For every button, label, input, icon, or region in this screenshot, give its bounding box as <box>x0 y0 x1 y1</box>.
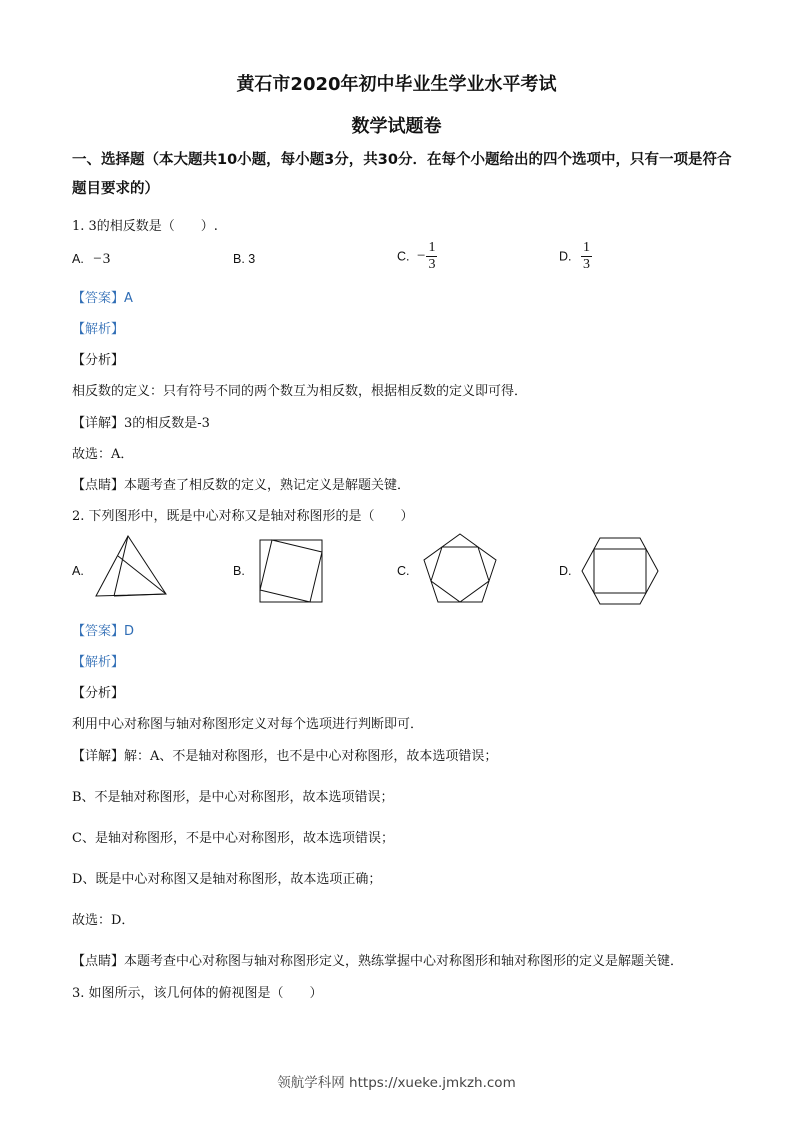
q1-option-a-label: A. <box>72 252 84 266</box>
page-subtitle: 数学试题卷 <box>351 116 442 137</box>
q1-option-a <box>72 251 110 268</box>
q2-fenxi-tag: 【分析】 <box>72 686 125 701</box>
q1-option-c <box>397 240 437 273</box>
q2-detail: 【详解】解：A、不是轴对称图形，也不是中心对称图形，故本选项错误； <box>72 749 498 764</box>
q2-answer: 【答案】D <box>72 624 135 639</box>
q2-analysis-tag: 【解析】 <box>72 655 125 670</box>
q1-option-c-sign: − <box>416 248 426 264</box>
q1-option-a-sign: − <box>93 251 102 268</box>
q2-figure-b-square <box>258 538 324 604</box>
section-heading: 一、选择题（本大题共10小题，每小题3分，共30分．在每个小题给出的四个选项中，只有一项是符合题目要求的） <box>72 152 732 197</box>
question-2-stem: 2. 下列图形中，既是中心对称又是轴对称图形的是（ ） <box>72 509 414 524</box>
q1-choose: 故选：A． <box>72 447 134 462</box>
q2-line-b: B、不是轴对称图形，是中心对称图形，故本选项错误； <box>72 790 394 805</box>
q2-choose: 故选：D． <box>72 913 135 928</box>
q1-option-c-denominator: 3 <box>428 257 436 272</box>
q1-option-d-label: D. <box>559 249 572 264</box>
q2-figure-c-pentagon <box>422 532 498 604</box>
page-title: 黄石市2020年初中毕业生学业水平考试 <box>236 74 557 95</box>
q1-option-d-denominator: 3 <box>582 257 590 272</box>
q1-fenxi-tag: 【分析】 <box>72 353 125 368</box>
q1-detail: 【详解】3的相反数是-3 <box>72 416 210 431</box>
q1-option-d-numerator: 1 <box>582 240 590 255</box>
q2-figure-a-triangle <box>92 534 170 600</box>
q2-option-b-label: B. <box>233 564 245 578</box>
q1-answer: 【答案】A <box>72 291 133 306</box>
q1-option-a-value: 3 <box>102 251 111 267</box>
question-1-stem: 1. 3的相反数是（ ）. <box>72 219 218 234</box>
q2-line-d: D、既是中心对称图又是轴对称图形，故本选项正确； <box>72 872 382 887</box>
q1-option-c-label: C. <box>397 249 410 264</box>
q2-figure-d-hexagon <box>580 536 660 606</box>
q1-option-d-fraction <box>581 240 592 273</box>
q1-comment: 【点睛】本题考查了相反数的定义，熟记定义是解题关键． <box>72 478 411 493</box>
q1-fenxi-text: 相反数的定义：只有符号不同的两个数互为相反数，根据相反数的定义即可得． <box>72 384 528 399</box>
q1-analysis-tag: 【解析】 <box>72 322 125 337</box>
q2-comment: 【点睛】本题考查中心对称图与轴对称图形定义，熟练掌握中心对称图形和轴对称图形的定义是解题关键． <box>72 954 684 969</box>
question-3-stem: 3. 如图所示，该几何体的俯视图是（ ） <box>72 986 323 1001</box>
q2-line-c: C、是轴对称图形，不是中心对称图形，故本选项错误； <box>72 831 394 846</box>
q2-option-c-label: C. <box>397 564 410 578</box>
q2-option-d-label: D. <box>559 564 572 578</box>
q1-option-d <box>559 240 592 273</box>
footer-watermark: 领航学科网 https://xueke.jmkzh.com <box>277 1075 516 1091</box>
q2-fenxi-text: 利用中心对称图与轴对称图形定义对每个选项进行判断即可． <box>72 717 424 732</box>
q1-option-c-numerator: 1 <box>428 240 436 255</box>
q1-option-c-fraction <box>426 240 437 273</box>
q1-option-b: B. 3 <box>233 252 256 266</box>
q2-option-a-label: A. <box>72 564 84 578</box>
